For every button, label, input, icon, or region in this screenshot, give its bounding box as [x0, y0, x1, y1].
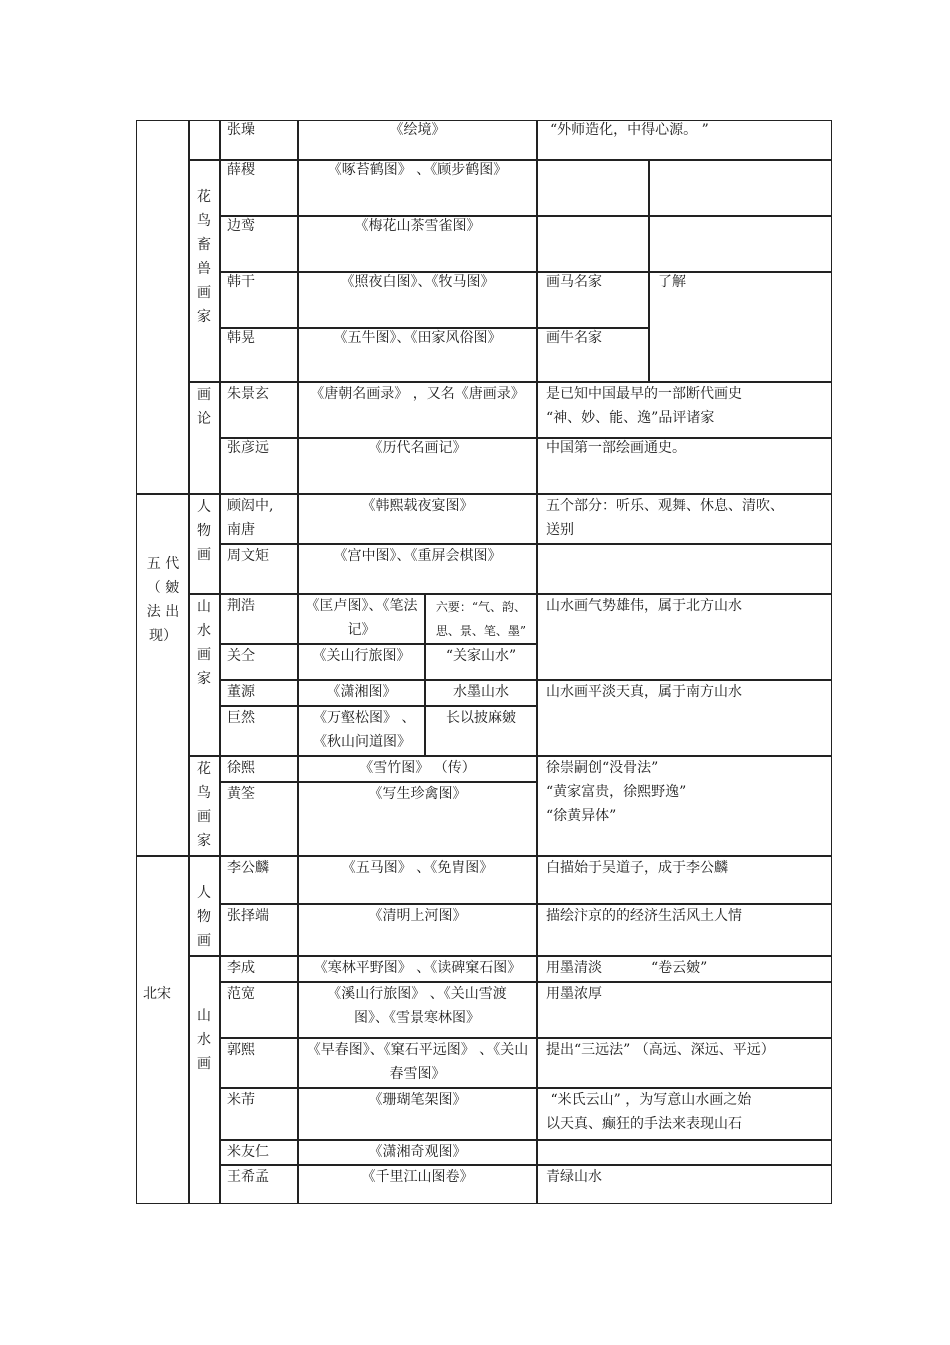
artist-name: 荆浩	[227, 598, 255, 614]
notes-text: 五个部分：听乐、观舞、休息、清吹、 送别	[546, 498, 784, 538]
artist-name: 薛稷	[227, 162, 255, 178]
period-label-beisong: 北宋	[143, 986, 171, 1002]
artist-name: 韩晃	[227, 330, 255, 346]
notes-text: 山水画平淡天真，属于南方山水	[546, 684, 742, 700]
artist-cell	[220, 544, 298, 594]
notes-text: 徐崇嗣创“没骨法” “黄家富贵，徐熙野逸” “徐黄异体”	[546, 760, 687, 824]
works-text: 《写生珍禽图》	[368, 786, 467, 802]
category-cell-song-figure	[189, 856, 220, 956]
works-text: 《五马图》 、《免胄图》	[341, 860, 494, 876]
works-text: 《梅花山茶雪雀图》	[354, 218, 481, 234]
works-cell	[298, 856, 537, 904]
works-text: 《雪竹图》 （传）	[359, 760, 476, 776]
category-label-wudai-landscape: 山水画家	[197, 599, 211, 687]
category-cell-wudai-flower-bird	[189, 756, 220, 856]
artist-name: 米芾	[227, 1092, 255, 1108]
artist-cell	[220, 438, 298, 494]
works-text: 《寒林平野图》 、《读碑窠石图》	[313, 960, 522, 976]
notes-cell	[537, 1088, 832, 1140]
notes-text: 画马名家	[546, 274, 602, 290]
artist-name: 关仝	[227, 648, 255, 664]
notes-cell	[537, 160, 649, 216]
notes-cell	[537, 1165, 832, 1204]
artist-cell	[220, 680, 298, 706]
notes-cell	[537, 956, 832, 982]
notes-cell	[537, 382, 832, 438]
works-text: 《关山行旅图》	[312, 648, 411, 664]
works-text: 《唐朝名画录》 ，又名《唐画录》	[310, 386, 525, 402]
artist-name: 李成	[227, 960, 255, 976]
artist-cell	[220, 756, 298, 782]
category-cell-wudai-figure	[189, 494, 220, 594]
works-text: 《清明上河图》	[368, 908, 467, 924]
works-text: 《万壑松图》 、 《秋山问道图》	[313, 710, 416, 750]
works-cell	[298, 494, 537, 544]
notes-cell	[537, 856, 832, 904]
artist-cell	[220, 160, 298, 216]
artist-name: 范宽	[227, 986, 255, 1002]
works-cell	[298, 328, 537, 382]
period-cell-tang	[136, 120, 189, 494]
category-label-song-landscape: 山水画	[197, 1008, 211, 1072]
works-cell	[298, 956, 537, 982]
artist-name: 米友仁	[227, 1144, 269, 1160]
works-cell	[298, 120, 537, 160]
artist-cell	[220, 120, 298, 160]
artist-name: 周文矩	[227, 548, 269, 564]
artist-cell	[220, 1140, 298, 1165]
works-text: 《宫中图》、《重屏会棋图》	[333, 548, 502, 564]
category-label-song-figure: 人物画	[197, 885, 211, 949]
artist-name: 韩干	[227, 274, 255, 290]
works-cell	[298, 594, 425, 644]
sub-text: 水墨山水	[453, 684, 509, 700]
works-text: 《匡卢图》、《笔法记》	[305, 598, 418, 638]
works-cell	[298, 544, 537, 594]
artist-name: 张璪	[227, 122, 255, 138]
artist-cell	[220, 382, 298, 438]
works-cell	[298, 272, 537, 328]
works-text: 《绘境》	[389, 122, 446, 138]
artist-name: 朱景玄	[227, 386, 269, 402]
sub-text: “关家山水”	[445, 648, 517, 664]
notes-text: 画牛名家	[546, 330, 602, 346]
artist-cell	[220, 706, 298, 756]
works-cell	[298, 1088, 537, 1140]
works-cell	[298, 904, 537, 956]
artist-name: 巨然	[227, 710, 255, 726]
notes-text: 白描始于吴道子，成于李公麟	[546, 860, 728, 876]
works-cell	[298, 706, 425, 756]
artist-cell	[220, 782, 298, 856]
category-cell-song-landscape	[189, 956, 220, 1204]
period-cell-beisong	[136, 856, 189, 1204]
notes-cell	[537, 494, 832, 544]
notes-text: 描绘汴京的的经济生活风土人情	[546, 908, 742, 924]
notes-text: “米氏云山” ，为写意山水画之始 以天真、癫狂的手法来表现山石	[546, 1092, 752, 1132]
category-cell-tang-flower-bird	[189, 160, 220, 382]
works-cell	[298, 160, 537, 216]
category-label-wudai-flower-bird: 花鸟画家	[197, 761, 211, 849]
works-cell	[298, 1038, 537, 1088]
sub-cell	[425, 706, 537, 756]
sub-text: 六要：“气、韵、思、景、笔、墨”	[435, 600, 527, 638]
sub-text: 长以披麻皴	[446, 710, 516, 726]
artist-name: 李公麟	[227, 860, 269, 876]
artist-cell	[220, 982, 298, 1038]
works-cell	[298, 782, 537, 856]
artist-name: 顾闳中, 南唐	[227, 498, 274, 538]
notes-text: 中国第一部绘画通史。	[546, 440, 686, 456]
notes-cell	[537, 756, 832, 856]
extra-cell	[649, 272, 832, 382]
artist-name: 张彦远	[227, 440, 269, 456]
category-label-wudai-figure: 人物画	[197, 499, 211, 563]
works-cell	[298, 216, 537, 272]
works-text: 《千里江山图卷》	[361, 1169, 474, 1185]
notes-text: 青绿山水	[546, 1169, 602, 1185]
notes-cell	[537, 120, 832, 160]
notes-cell	[537, 544, 832, 594]
artist-name: 王希孟	[227, 1169, 269, 1185]
works-cell	[298, 756, 537, 782]
artist-name: 徐熙	[227, 760, 255, 776]
notes-text: 山水画气势雄伟，属于北方山水	[546, 598, 742, 614]
works-text: 《珊瑚笔架图》	[368, 1092, 467, 1108]
works-cell	[298, 382, 537, 438]
artist-name: 郭熙	[227, 1042, 255, 1058]
works-text: 《早春图》、《窠石平远图》 、《关山春雪图》	[306, 1042, 529, 1082]
artist-name: 边鸾	[227, 218, 255, 234]
period-label-wudai: 五 代 （ 皴 法 出 现）	[146, 556, 180, 644]
artist-name: 黄筌	[227, 786, 255, 802]
notes-cell	[537, 594, 832, 680]
works-cell	[298, 680, 425, 706]
works-text: 《韩熙载夜宴图》	[361, 498, 474, 514]
artist-cell	[220, 1088, 298, 1140]
works-cell	[298, 644, 425, 680]
category-cell-tang-theory	[189, 382, 220, 494]
category-label-tang-theory: 画论	[197, 387, 211, 427]
works-cell	[298, 982, 537, 1038]
category-cell-wudai-landscape	[189, 594, 220, 756]
artist-cell	[220, 904, 298, 956]
notes-text: “外师造化，中得心源。 ”	[550, 122, 709, 138]
notes-cell	[537, 904, 832, 956]
sub-cell	[425, 680, 537, 706]
works-text: 《照夜白图》、《牧马图》	[340, 274, 495, 290]
extra-note: 了解	[658, 274, 686, 290]
artist-cell	[220, 956, 298, 982]
extra-cell	[649, 216, 832, 272]
category-label-tang-flower-bird: 花鸟畜兽画家	[197, 189, 211, 325]
notes-text: 用墨清淡 “卷云皴”	[546, 960, 708, 976]
extra-cell	[649, 160, 832, 216]
artist-cell	[220, 594, 298, 644]
artist-cell	[220, 1165, 298, 1204]
notes-cell	[537, 328, 649, 382]
notes-text: 是已知中国最早的一部断代画史 “神、妙、能、逸”品评诸家	[546, 386, 742, 426]
period-cell-wudai	[136, 494, 189, 856]
artist-cell	[220, 856, 298, 904]
artist-name: 董源	[227, 684, 255, 700]
notes-cell	[537, 680, 832, 756]
notes-cell	[537, 438, 832, 494]
notes-cell	[537, 272, 649, 328]
works-cell	[298, 438, 537, 494]
notes-text: 提出“三远法” （高远、深远、平远）	[546, 1042, 775, 1058]
works-text: 《潇湘奇观图》	[368, 1144, 467, 1160]
notes-cell	[537, 982, 832, 1038]
works-cell	[298, 1140, 537, 1165]
notes-cell	[537, 1038, 832, 1088]
works-text: 《潇湘图》	[326, 684, 397, 700]
sub-cell	[425, 644, 537, 680]
sub-cell	[425, 594, 537, 644]
artist-cell	[220, 272, 298, 328]
artist-cell	[220, 644, 298, 680]
artist-cell	[220, 1038, 298, 1088]
artist-name: 张择端	[227, 908, 269, 924]
works-text: 《历代名画记》	[368, 440, 467, 456]
works-text: 《溪山行旅图》 、《关山雪渡图》、《雪景寒林图》	[327, 986, 507, 1026]
notes-cell	[537, 216, 649, 272]
works-cell	[298, 1165, 537, 1204]
category-cell-blank	[189, 120, 220, 160]
works-text: 《啄苔鹤图》 、《顾步鹤图》	[327, 162, 508, 178]
notes-cell	[537, 1140, 832, 1165]
notes-text: 用墨浓厚	[546, 986, 602, 1002]
works-text: 《五牛图》、《田家风俗图》	[333, 330, 502, 346]
artist-cell	[220, 216, 298, 272]
artist-cell	[220, 328, 298, 382]
artist-cell	[220, 494, 298, 544]
